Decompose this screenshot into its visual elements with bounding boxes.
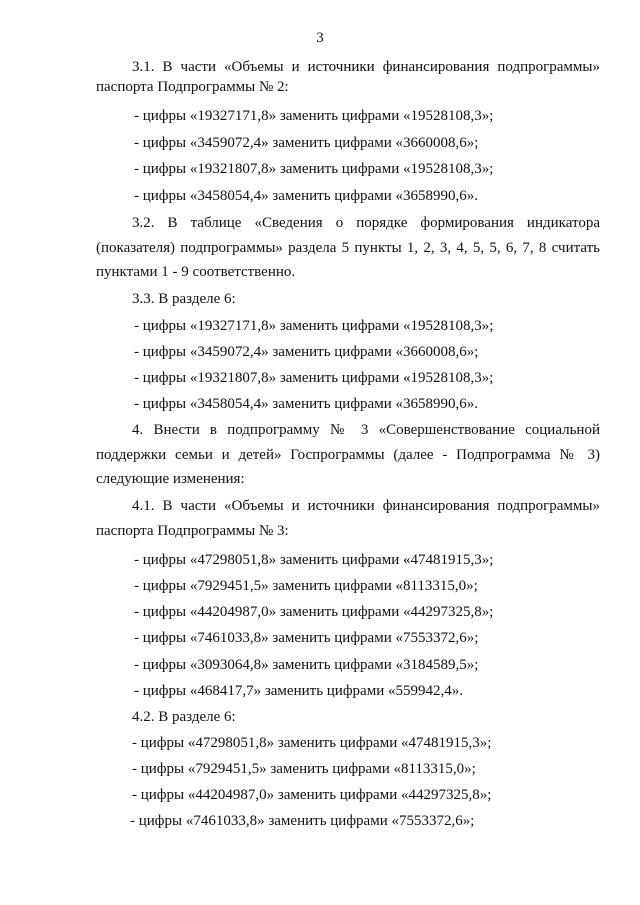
list-item: - цифры «47298051,8» заменить цифрами «47481915,3»; xyxy=(134,552,494,568)
paragraph-line: паспорта Подпрограммы № 2: xyxy=(96,79,289,95)
paragraph-line: паспорта Подпрограммы № 3: xyxy=(96,523,289,539)
list-item: - цифры «19327171,8» заменить цифрами «19528108,3»; xyxy=(134,108,494,124)
paragraph-line: поддержки семьи и детей» Госпрограммы (далее - Подпрограмма № 3) xyxy=(96,447,600,463)
list-item: - цифры «47298051,8» заменить цифрами «47481915,3»; xyxy=(132,735,492,751)
paragraph-line: (показателя) подпрограммы» раздела 5 пункты 1, 2, 3, 4, 5, 5, 6, 7, 8 считать xyxy=(96,240,600,256)
paragraph-line: 3.2. В таблице «Сведения о порядке формирования индикатора xyxy=(132,215,600,231)
paragraph-line: 4. Внести в подпрограмму № 3 «Совершенствование социальной xyxy=(132,422,600,438)
list-item: - цифры «3459072,4» заменить цифрами «3660008,6»; xyxy=(134,135,479,151)
list-item: - цифры «7461033,8» заменить цифрами «7553372,6»; xyxy=(130,813,475,829)
list-item: - цифры «44204987,0» заменить цифрами «44297325,8»; xyxy=(132,787,492,803)
paragraph-line: 3.1. В части «Объемы и источники финансирования подпрограммы» xyxy=(132,59,600,75)
list-item: - цифры «3459072,4» заменить цифрами «3660008,6»; xyxy=(134,344,479,360)
list-item: - цифры «7461033,8» заменить цифрами «7553372,6»; xyxy=(134,630,479,646)
list-item: - цифры «19327171,8» заменить цифрами «19528108,3»; xyxy=(134,318,494,334)
section-heading: 4.2. В разделе 6: xyxy=(132,709,236,725)
paragraph-line: следующие изменения: xyxy=(96,471,245,487)
list-item: - цифры «19321807,8» заменить цифрами «19528108,3»; xyxy=(134,370,494,386)
list-item: - цифры «7929451,5» заменить цифрами «8113315,0»; xyxy=(132,761,476,777)
list-item: - цифры «3458054,4» заменить цифрами «3658990,6». xyxy=(134,396,478,412)
page-number: 3 xyxy=(316,30,324,46)
paragraph-line: пунктами 1 - 9 соответственно. xyxy=(96,264,296,280)
list-item: - цифры «19321807,8» заменить цифрами «19528108,3»; xyxy=(134,161,494,177)
list-item: - цифры «3458054,4» заменить цифрами «3658990,6». xyxy=(134,188,478,204)
list-item: - цифры «468417,7» заменить цифрами «559942,4». xyxy=(134,683,463,699)
list-item: - цифры «7929451,5» заменить цифрами «8113315,0»; xyxy=(134,578,478,594)
list-item: - цифры «3093064,8» заменить цифрами «3184589,5»; xyxy=(134,657,479,673)
list-item: - цифры «44204987,0» заменить цифрами «44297325,8»; xyxy=(134,604,494,620)
paragraph-line: 4.1. В части «Объемы и источники финансирования подпрограммы» xyxy=(132,498,600,514)
section-heading: 3.3. В разделе 6: xyxy=(132,291,236,307)
